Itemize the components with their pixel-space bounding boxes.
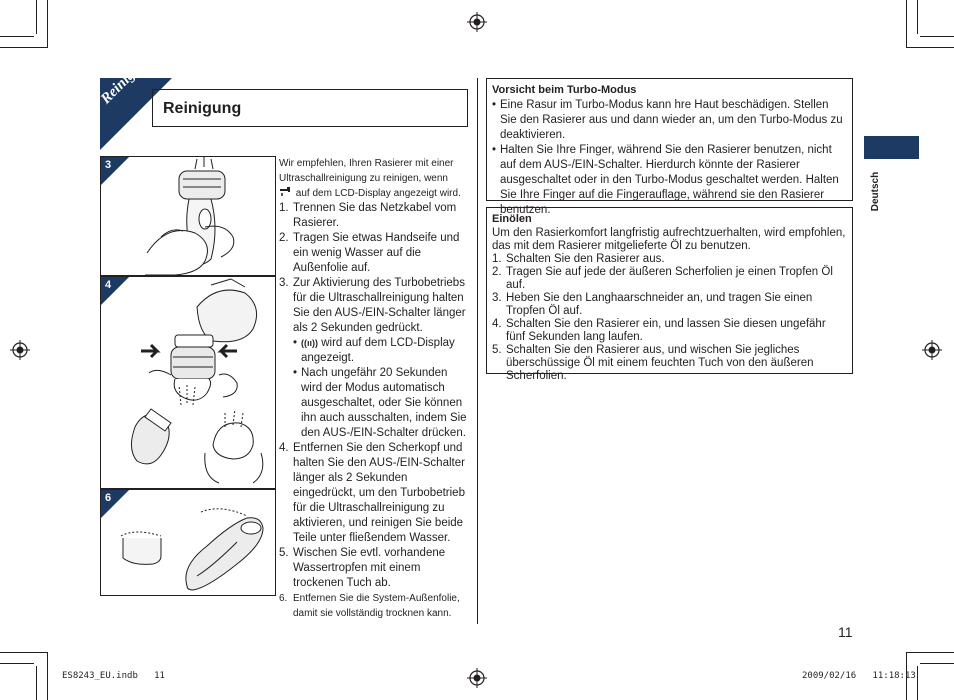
section-tab-label: Reinigung xyxy=(98,50,156,108)
oiling-box xyxy=(486,207,853,382)
caution-bullet: • Halten Sie Ihre Finger, während Sie den Rasierer benutzen, nicht auf dem AUS-/EIN-Schalter. Hierdurch könnte der Rasierer ausgeschaltet oder in den Turbo-Modus geschaltet werden. Halten Sie Ihre Finger auf die Fingerauflage, während sie den Rasierer benutzen. xyxy=(492,144,839,216)
crop-mark xyxy=(0,652,48,653)
oiling-step: 2. Tragen Sie auf jede der äußeren Scherfolien je einen Tropfen Öl auf. xyxy=(492,266,833,291)
page-number: 11 xyxy=(838,624,853,640)
ultrasonic-symbol: ((ıı)) xyxy=(301,338,318,348)
language-label: Deutsch xyxy=(870,171,882,212)
oiling-step: 5. Schalten Sie den Rasierer aus, und wischen Sie jegliches überschüssige Öl mit einem feuchten Tuch von den äußeren Scherfolien. xyxy=(492,344,814,382)
crop-mark xyxy=(0,47,48,48)
registration-mark-icon xyxy=(467,12,487,32)
crop-mark xyxy=(906,47,954,48)
oiling-step: 1. Schalten Sie den Rasierer aus. xyxy=(492,253,665,265)
crop-mark xyxy=(36,666,37,700)
crop-mark xyxy=(920,36,954,37)
oiling-step: 4. Schalten Sie den Rasierer ein, und lassen Sie diesen ungefähr fünf Sekunden lang laufen. xyxy=(492,318,826,343)
crop-mark xyxy=(917,0,918,34)
oiling-intro: Um den Rasierkomfort langfristig aufrechtzuerhalten, wird empfohlen, das mit dem Rasierer mitgelieferte Öl zu benutzen. xyxy=(492,227,846,252)
oiling-step: 3. Heben Sie den Langhaarschneider an, und tragen Sie einen Tropfen Öl auf. xyxy=(492,292,813,317)
footer-timestamp: 2009/02/16 11:18:13 xyxy=(802,671,916,681)
cleaning-instructions xyxy=(279,156,469,621)
step-item: 4. Entfernen Sie den Scherkopf und halten Sie den AUS-/EIN-Schalter länger als 2 Sekunden eingedrückt, um den Turbobetrieb für die Ultraschallreinigung zu aktivieren, und reinigen Sie beide Teile unter fließendem Wasser. xyxy=(279,442,465,544)
registration-mark-icon xyxy=(467,668,487,688)
step-item: 2. Tragen Sie etwas Handseife und ein wenig Wasser auf die Außenfolie auf. xyxy=(279,232,460,274)
caution-bullet: • Eine Rasur im Turbo-Modus kann hre Haut beschädigen. Stellen Sie den Rasierer aus und dann wieder an, um den Turbo-Modus zu deaktivieren. xyxy=(492,99,843,141)
crop-mark xyxy=(906,0,907,48)
figure-panel-6 xyxy=(100,489,276,596)
figure-number: 4 xyxy=(105,279,112,291)
crop-mark xyxy=(917,666,918,700)
oiling-title: Einölen xyxy=(492,213,532,225)
shaver-disassembly-illustration xyxy=(101,277,275,488)
footer-file-info: ES8243_EU.indb 11 xyxy=(62,671,165,681)
step-3-bullet: • ((ıı)) wird auf dem LCD-Display angezeigt. xyxy=(293,337,455,364)
step-item: 6. Entfernen Sie die System-Außenfolie, damit sie vollständig trocknen kann. xyxy=(279,593,460,619)
figure-number: 3 xyxy=(105,159,112,171)
step-item: 1. Trennen Sie das Netzkabel vom Rasierer. xyxy=(279,202,457,229)
instructions-intro: Wir empfehlen, Ihren Rasierer mit einer Ultraschallreinigung zu reinigen, wenn auf dem LCD-Display angezeigt wird. xyxy=(279,158,461,199)
caution-box xyxy=(486,78,853,216)
crop-mark xyxy=(36,0,37,34)
shaver-wash-illustration xyxy=(101,157,275,275)
figure-number: 6 xyxy=(105,492,112,504)
page-title: Reinigung xyxy=(163,100,242,117)
step-item: 3. Zur Aktivierung des Turbobetriebs für die Ultraschallreinigung halten Sie den AUS-/EIN-Schalter länger als 2 Sekunden gedrückt. xyxy=(279,277,466,334)
language-tab xyxy=(864,136,919,159)
crop-mark xyxy=(906,652,954,653)
caution-title: Vorsicht beim Turbo-Modus xyxy=(492,84,637,96)
crop-mark xyxy=(0,663,34,664)
crop-mark xyxy=(47,0,48,48)
crop-mark xyxy=(920,663,954,664)
section-title-box xyxy=(152,89,468,127)
crop-mark xyxy=(47,652,48,700)
registration-mark-icon xyxy=(10,340,30,360)
shaver-drying-illustration xyxy=(101,490,275,595)
faucet-icon xyxy=(279,186,293,197)
registration-mark-icon xyxy=(922,340,942,360)
crop-mark xyxy=(0,36,34,37)
figure-panel-3 xyxy=(100,156,276,276)
column-divider xyxy=(477,78,478,624)
figure-panel-4 xyxy=(100,276,276,489)
step-3-bullet: • Nach ungefähr 20 Sekunden wird der Modus automatisch ausgeschaltet, oder Sie können ihn auch ausschalten, indem Sie den AUS-/EIN-Schalter drücken. xyxy=(293,367,467,439)
step-item: 5. Wischen Sie evtl. vorhandene Wassertropfen mit einem trockenen Tuch ab. xyxy=(279,547,446,589)
